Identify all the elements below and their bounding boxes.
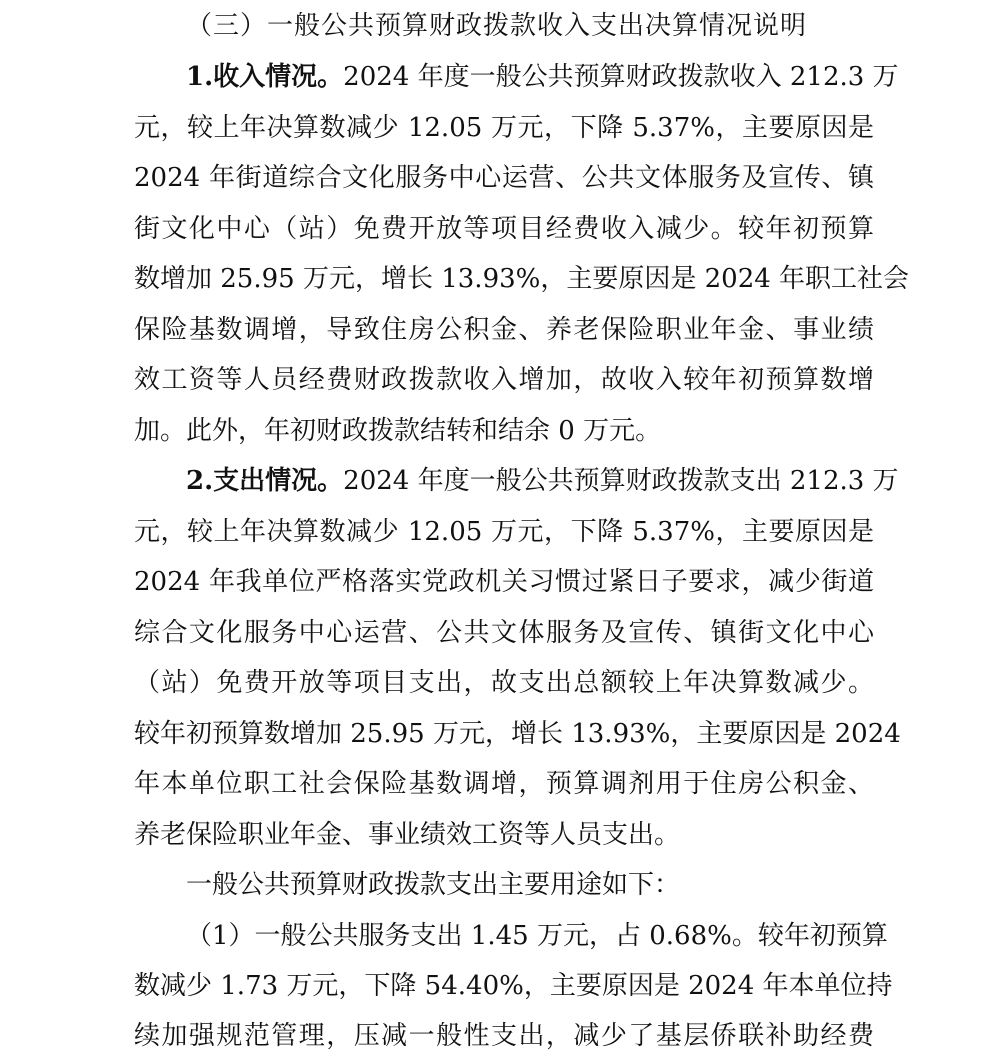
income-line-7: 效工资等人员经费财政拨款收入增加，故收入较年初预算数增 xyxy=(134,365,874,395)
expense-line-1-text: 2024 年度一般公共预算财政拨款支出 212.3 万 xyxy=(343,466,899,496)
expense-line-5: （站）免费开放等项目支出，故支出总额较上年决算数减少。 xyxy=(134,668,874,698)
item1-line-2: 数减少 1.73 万元，下降 54.40%，主要原因是 2024 年本单位持 xyxy=(134,971,893,1001)
expense-line-2: 元，较上年决算数减少 12.05 万元，下降 5.37%，主要原因是 xyxy=(134,517,874,547)
income-line-2: 元，较上年决算数减少 12.05 万元，下降 5.37%，主要原因是 xyxy=(134,113,874,143)
income-line-5: 数增加 25.95 万元，增长 13.93%，主要原因是 2024 年职工社会 xyxy=(134,264,910,294)
income-line-1-text: 2024 年度一般公共预算财政拨款收入 212.3 万 xyxy=(343,62,899,92)
item1-line-3: 续加强规范管理，压减一般性支出，减少了基层侨联补助经费 xyxy=(134,1021,874,1051)
uses-intro: 一般公共预算财政拨款支出主要用途如下： xyxy=(186,870,681,900)
expense-lead: 2.支出情况。 xyxy=(186,466,344,496)
section-title: （三）一般公共预算财政拨款收入支出决算情况说明 xyxy=(186,11,808,41)
income-lead: 1.收入情况。 xyxy=(186,62,344,92)
expense-line-6: 较年初预算数增加 25.95 万元，增长 13.93%，主要原因是 2024 xyxy=(134,719,901,749)
income-line-3: 2024 年街道综合文化服务中心运营、公共文体服务及宣传、镇 xyxy=(134,163,874,193)
item1-line-1: （1）一般公共服务支出 1.45 万元，占 0.68%。较年初预算 xyxy=(186,921,888,951)
expense-line-3: 2024 年我单位严格落实党政机关习惯过紧日子要求，减少街道 xyxy=(134,567,874,597)
income-line-4: 街文化中心（站）免费开放等项目经费收入减少。较年初预算 xyxy=(134,214,874,244)
expense-line-4: 综合文化服务中心运营、公共文体服务及宣传、镇街文化中心 xyxy=(134,618,874,648)
income-line-6: 保险基数调增，导致住房公积金、养老保险职业年金、事业绩 xyxy=(134,315,874,345)
expense-line-7: 年本单位职工社会保险基数调增，预算调剂用于住房公积金、 xyxy=(134,769,874,799)
income-line-8: 加。此外，年初财政拨款结转和结余 0 万元。 xyxy=(134,416,662,446)
expense-line-8: 养老保险职业年金、事业绩效工资等人员支出。 xyxy=(134,820,681,850)
expense-line-1 xyxy=(186,461,899,501)
income-line-1 xyxy=(186,57,899,97)
